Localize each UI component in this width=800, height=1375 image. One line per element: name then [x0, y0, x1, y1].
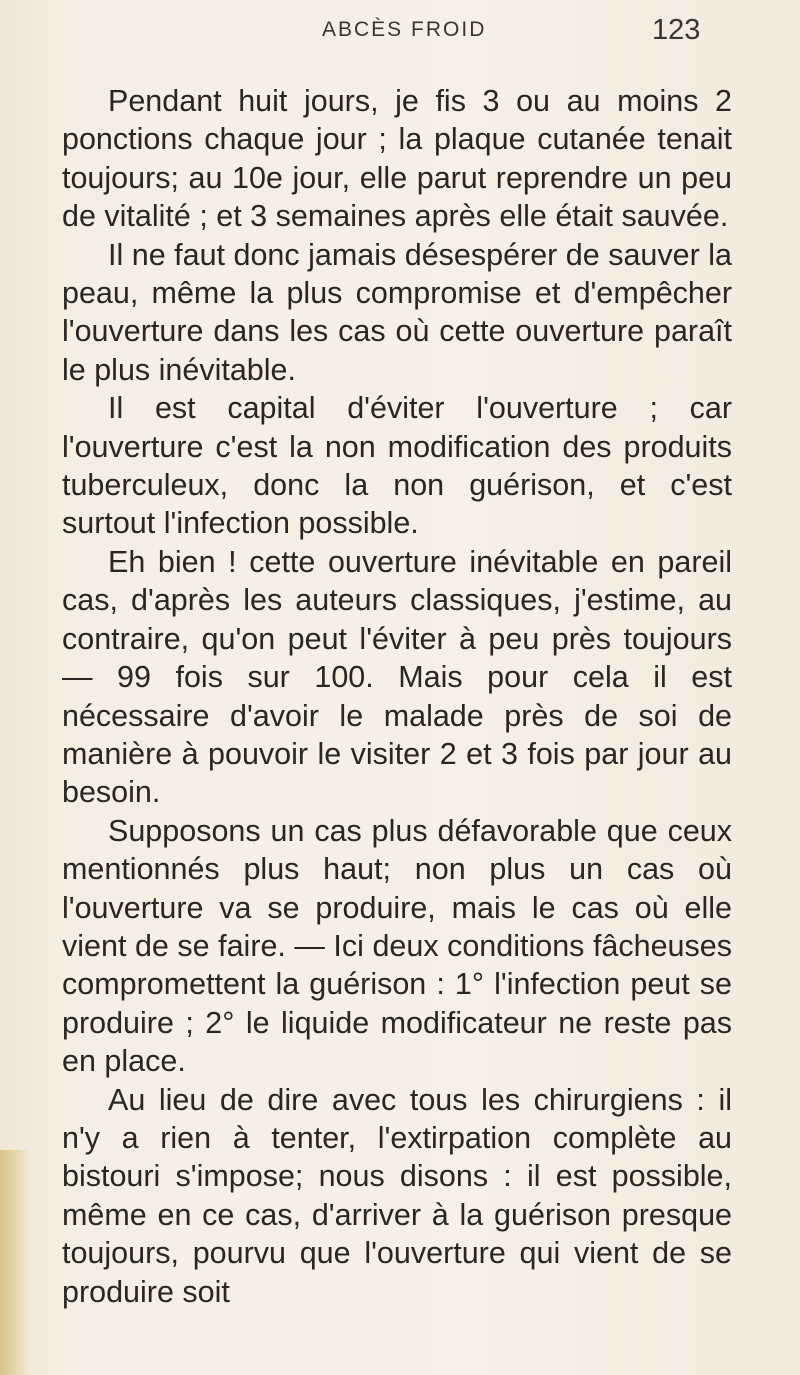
running-title: ABCÈS FROID	[322, 18, 487, 41]
body-text	[62, 82, 732, 1311]
paragraph: Au lieu de dire avec tous les chirurgiens : il n'y a rien à tenter, l'extirpation complète au bistouri s'impose; nous disons : il est possible, même en ce cas, d'arriver à la guérison presque toujours, pourvu que l'ouverture qui vient de se produire soit	[62, 1082, 732, 1309]
paragraph: Pendant huit jours, je fis 3 ou au moins 2 ponctions chaque jour ; la plaque cutanée tenait toujours; au 10e jour, elle parut reprendre un peu de vitalité ; et 3 semaines après elle était sauvée.	[62, 84, 732, 234]
page-number: 123	[652, 14, 701, 46]
paragraph: Eh bien ! cette ouverture inévitable en pareil cas, d'après les auteurs classiques, j'estime, au contraire, qu'on peut l'éviter à peu près toujours — 99 fois sur 100. Mais pour cela il est nécessaire d'avoir le malade près de soi de manière à pouvoir le visiter 2 et 3 fois par jour au besoin.	[62, 544, 732, 810]
page-edge-stain	[0, 1150, 30, 1375]
paragraph: Il est capital d'éviter l'ouverture ; car l'ouverture c'est la non modification des produits tuberculeux, donc la non guérison, et c'est surtout l'infection possible.	[62, 391, 732, 541]
paragraph: Il ne faut donc jamais désespérer de sauver la peau, même la plus compromise et d'empêcher l'ouverture dans les cas où cette ouverture paraît le plus inévitable.	[62, 237, 732, 387]
paragraph: Supposons un cas plus défavorable que ceux mentionnés plus haut; non plus un cas où l'ouverture va se produire, mais le cas où elle vient de se faire. — Ici deux conditions fâcheuses compromettent la guérison : 1° l'infection peut se produire ; 2° le liquide modificateur ne reste pas en place.	[62, 813, 732, 1079]
running-head	[0, 12, 800, 52]
